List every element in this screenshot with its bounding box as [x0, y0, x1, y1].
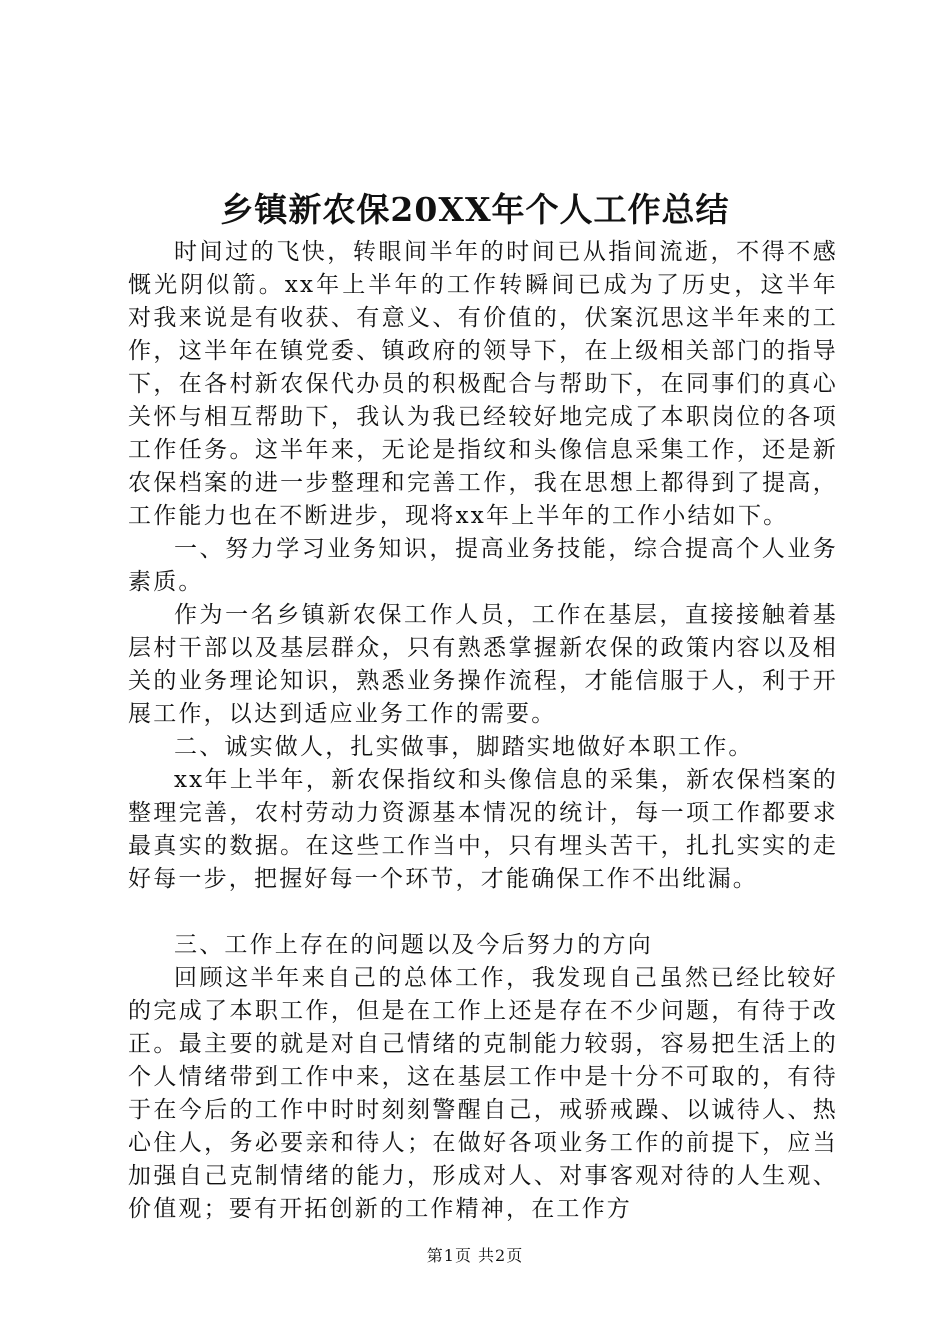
paragraph-intro: 时间过的飞快，转眼间半年的时间已从指间流逝，不得不感慨光阴似箭。xx年上半年的工作转瞬间已成为了历史，这半年对我来说是有收获、有意义、有价值的，伏案沉思这半年来的工作，这半年在镇党委、镇政府的领导下，在上级相关部门的指导下，在各村新农保代办员的积极配合与帮助下，在同事们的真心关怀与相互帮助下，我认为我已经较好地完成了本职岗位的各项工作任务。这半年来，无论是指纹和头像信息采集工作，还是新农保档案的进一步整理和完善工作，我在思想上都得到了提高，工作能力也在不断进步，现将xx年上半年的工作小结如下。: [128, 239, 838, 529]
document-body: [128, 236, 838, 1226]
section-heading-2: 二、诚实做人，扎实做事，脚踏实地做好本职工作。: [174, 734, 754, 760]
paragraph-section-1: 作为一名乡镇新农保工作人员，工作在基层，直接接触着基层村干部以及基层群众，只有熟悉掌握新农保的政策内容以及相关的业务理论知识，熟悉业务操作流程，才能信服于人，利于开展工作，以达到适应业务工作的需要。: [128, 602, 838, 727]
paragraph-gap: [128, 896, 838, 929]
page-number-footer: 第1页 共2页: [426, 1246, 524, 1265]
paragraph-section-2: xx年上半年，新农保指纹和头像信息的采集，新农保档案的整理完善，农村劳动力资源基本情况的统计，每一项工作都要求最真实的数据。在这些工作当中，只有埋头苦干，扎扎实实的走好每一步，把握好每一个环节，才能确保工作不出纰漏。: [128, 767, 838, 892]
section-heading-3: 三、工作上存在的问题以及今后努力的方向: [174, 932, 653, 958]
document-title: 乡镇新农保20XX年个人工作总结: [220, 190, 730, 229]
section-heading-1: 一、努力学习业务知识，提高业务技能，综合提高个人业务素质。: [128, 536, 838, 595]
paragraph-section-3: 回顾这半年来自己的总体工作，我发现自己虽然已经比较好的完成了本职工作，但是在工作上还是存在不少问题，有待于改正。最主要的就是对自己情绪的克制能力较弱，容易把生活上的个人情绪带到工作中来，这在基层工作中是十分不可取的，有待于在今后的工作中时时刻刻警醒自己，戒骄戒躁、以诚待人、热心住人，务必要亲和待人；在做好各项业务工作的前提下，应当加强自己克制情绪的能力，形成对人、对事客观对待的人生观、价值观；要有开拓创新的工作精神，在工作方: [128, 965, 838, 1222]
